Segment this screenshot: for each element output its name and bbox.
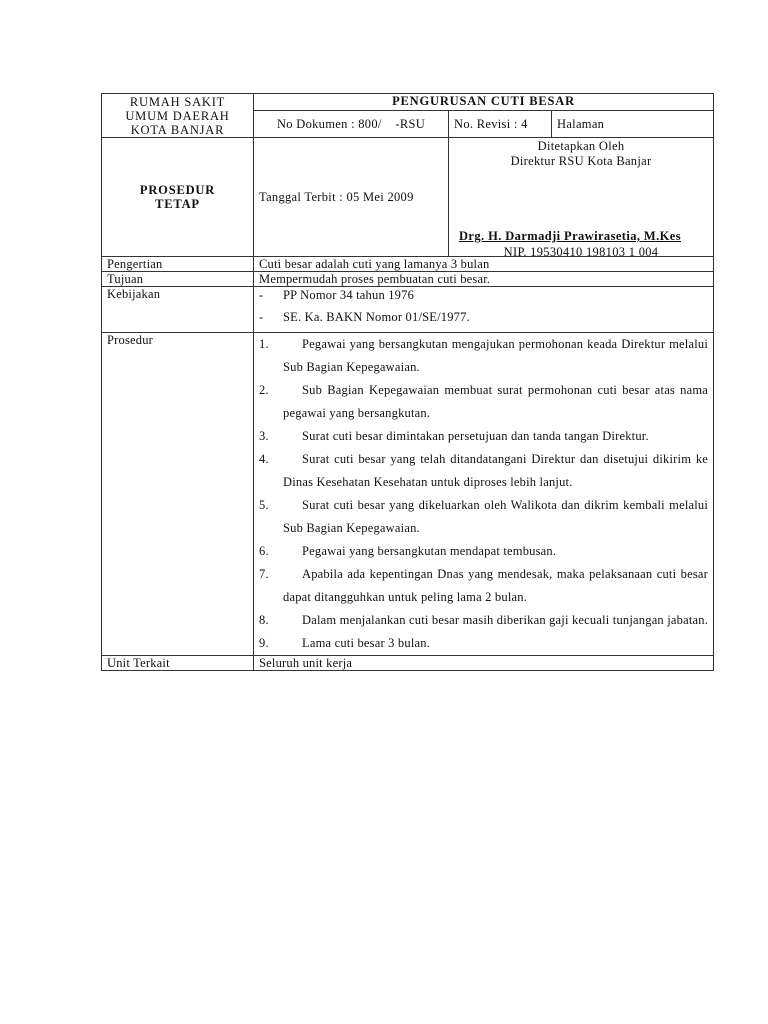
list-item (259, 310, 708, 332)
policy-text: SE. Ka. BAKN Nomor 01/SE/1977. (283, 310, 470, 324)
hospital-name-line: RUMAH SAKIT (129, 95, 226, 109)
step-text: Surat cuti besar yang telah ditandatangani Direktur dan disetujui dikirim ke Dinas Kesehatan Kesehatan untuk diproses lebih lanjut. (283, 452, 709, 489)
procedure-steps (259, 333, 708, 655)
policy-list (259, 288, 708, 332)
step-number: 9. (259, 636, 269, 650)
step-text: Pegawai yang bersangkutan mendapat tembusan. (302, 544, 557, 558)
protap-title (102, 138, 254, 257)
document-title: PENGURUSAN CUTI BESAR (254, 94, 714, 111)
list-item (259, 379, 708, 425)
step-text: Surat cuti besar dimintakan persetujuan dan tanda tangan Direktur. (302, 429, 649, 443)
approved-by: Ditetapkan Oleh (537, 139, 625, 153)
step-number: 8. (259, 613, 269, 627)
step-text: Dalam menjalankan cuti besar masih diberikan gaji kecuali tunjangan jabatan. (302, 613, 709, 627)
step-text: Surat cuti besar yang dikeluarkan oleh Walikota dan dikrim kembali melalui Sub Bagian Kepegawaian. (283, 498, 709, 535)
row-value: Cuti besar adalah cuti yang lamanya 3 bulan (254, 257, 714, 272)
hospital-name (102, 94, 254, 138)
list-item (259, 632, 708, 655)
step-number: 2. (259, 383, 269, 397)
header-row-3 (102, 138, 714, 257)
list-item (259, 425, 708, 448)
director-title: Direktur RSU Kota Banjar (510, 154, 652, 168)
row-unit-terkait (102, 656, 714, 671)
revision-number: No. Revisi : 4 (449, 111, 552, 138)
approval-block (449, 138, 714, 257)
list-item (259, 448, 708, 494)
row-label: Prosedur (102, 333, 254, 656)
page-label: Halaman (552, 111, 714, 138)
row-label: Pengertian (102, 257, 254, 272)
signer-nip: NIP. 19530410 198103 1 004 (503, 245, 659, 259)
document-number: No Dokumen : 800/ -RSU (254, 111, 449, 138)
step-text: Sub Bagian Kepegawaian membuat surat permohonan cuti besar atas nama pegawai yang bersangkutan. (283, 383, 709, 420)
step-text: Lama cuti besar 3 bulan. (302, 636, 431, 650)
bullet-dash: - (259, 310, 264, 324)
row-label: Kebijakan (102, 287, 254, 333)
step-number: 6. (259, 544, 269, 558)
row-label: Unit Terkait (102, 656, 254, 671)
row-prosedur (102, 333, 714, 656)
list-item (259, 563, 708, 609)
policy-text: PP Nomor 34 tahun 1976 (283, 288, 415, 302)
step-number: 4. (259, 452, 269, 466)
list-item (259, 288, 708, 310)
bullet-dash: - (259, 288, 264, 302)
signer-name: Drg. H. Darmadji Prawirasetia, M.Kes (459, 229, 681, 243)
row-kebijakan (102, 287, 714, 333)
row-value: Mempermudah proses pembuatan cuti besar. (254, 272, 714, 287)
step-number: 3. (259, 429, 269, 443)
row-label: Tujuan (102, 272, 254, 287)
list-item (259, 333, 708, 379)
step-text: Apabila ada kepentingan Dnas yang mendesak, maka pelaksanaan cuti besar dapat ditangguhkan untuk peling lama 2 bulan. (283, 567, 709, 604)
issue-date: Tanggal Terbit : 05 Mei 2009 (254, 138, 449, 257)
row-value (254, 287, 714, 333)
list-item (259, 609, 708, 632)
step-text: Pegawai yang bersangkutan mengajukan permohonan keada Direktur melalui Sub Bagian Kepegawaian. (283, 337, 709, 374)
hospital-name-line: KOTA BANJAR (130, 123, 225, 137)
step-number: 7. (259, 567, 269, 581)
list-item (259, 494, 708, 540)
row-value: Seluruh unit kerja (254, 656, 714, 671)
row-tujuan (102, 272, 714, 287)
list-item (259, 540, 708, 563)
hospital-name-line: UMUM DAERAH (125, 109, 230, 123)
protap-line: TETAP (155, 197, 200, 211)
header-row-1 (102, 94, 714, 111)
row-value (254, 333, 714, 656)
protap-line: PROSEDUR (139, 183, 216, 197)
step-number: 5. (259, 498, 269, 512)
step-number: 1. (259, 337, 269, 351)
sop-table (101, 93, 714, 671)
